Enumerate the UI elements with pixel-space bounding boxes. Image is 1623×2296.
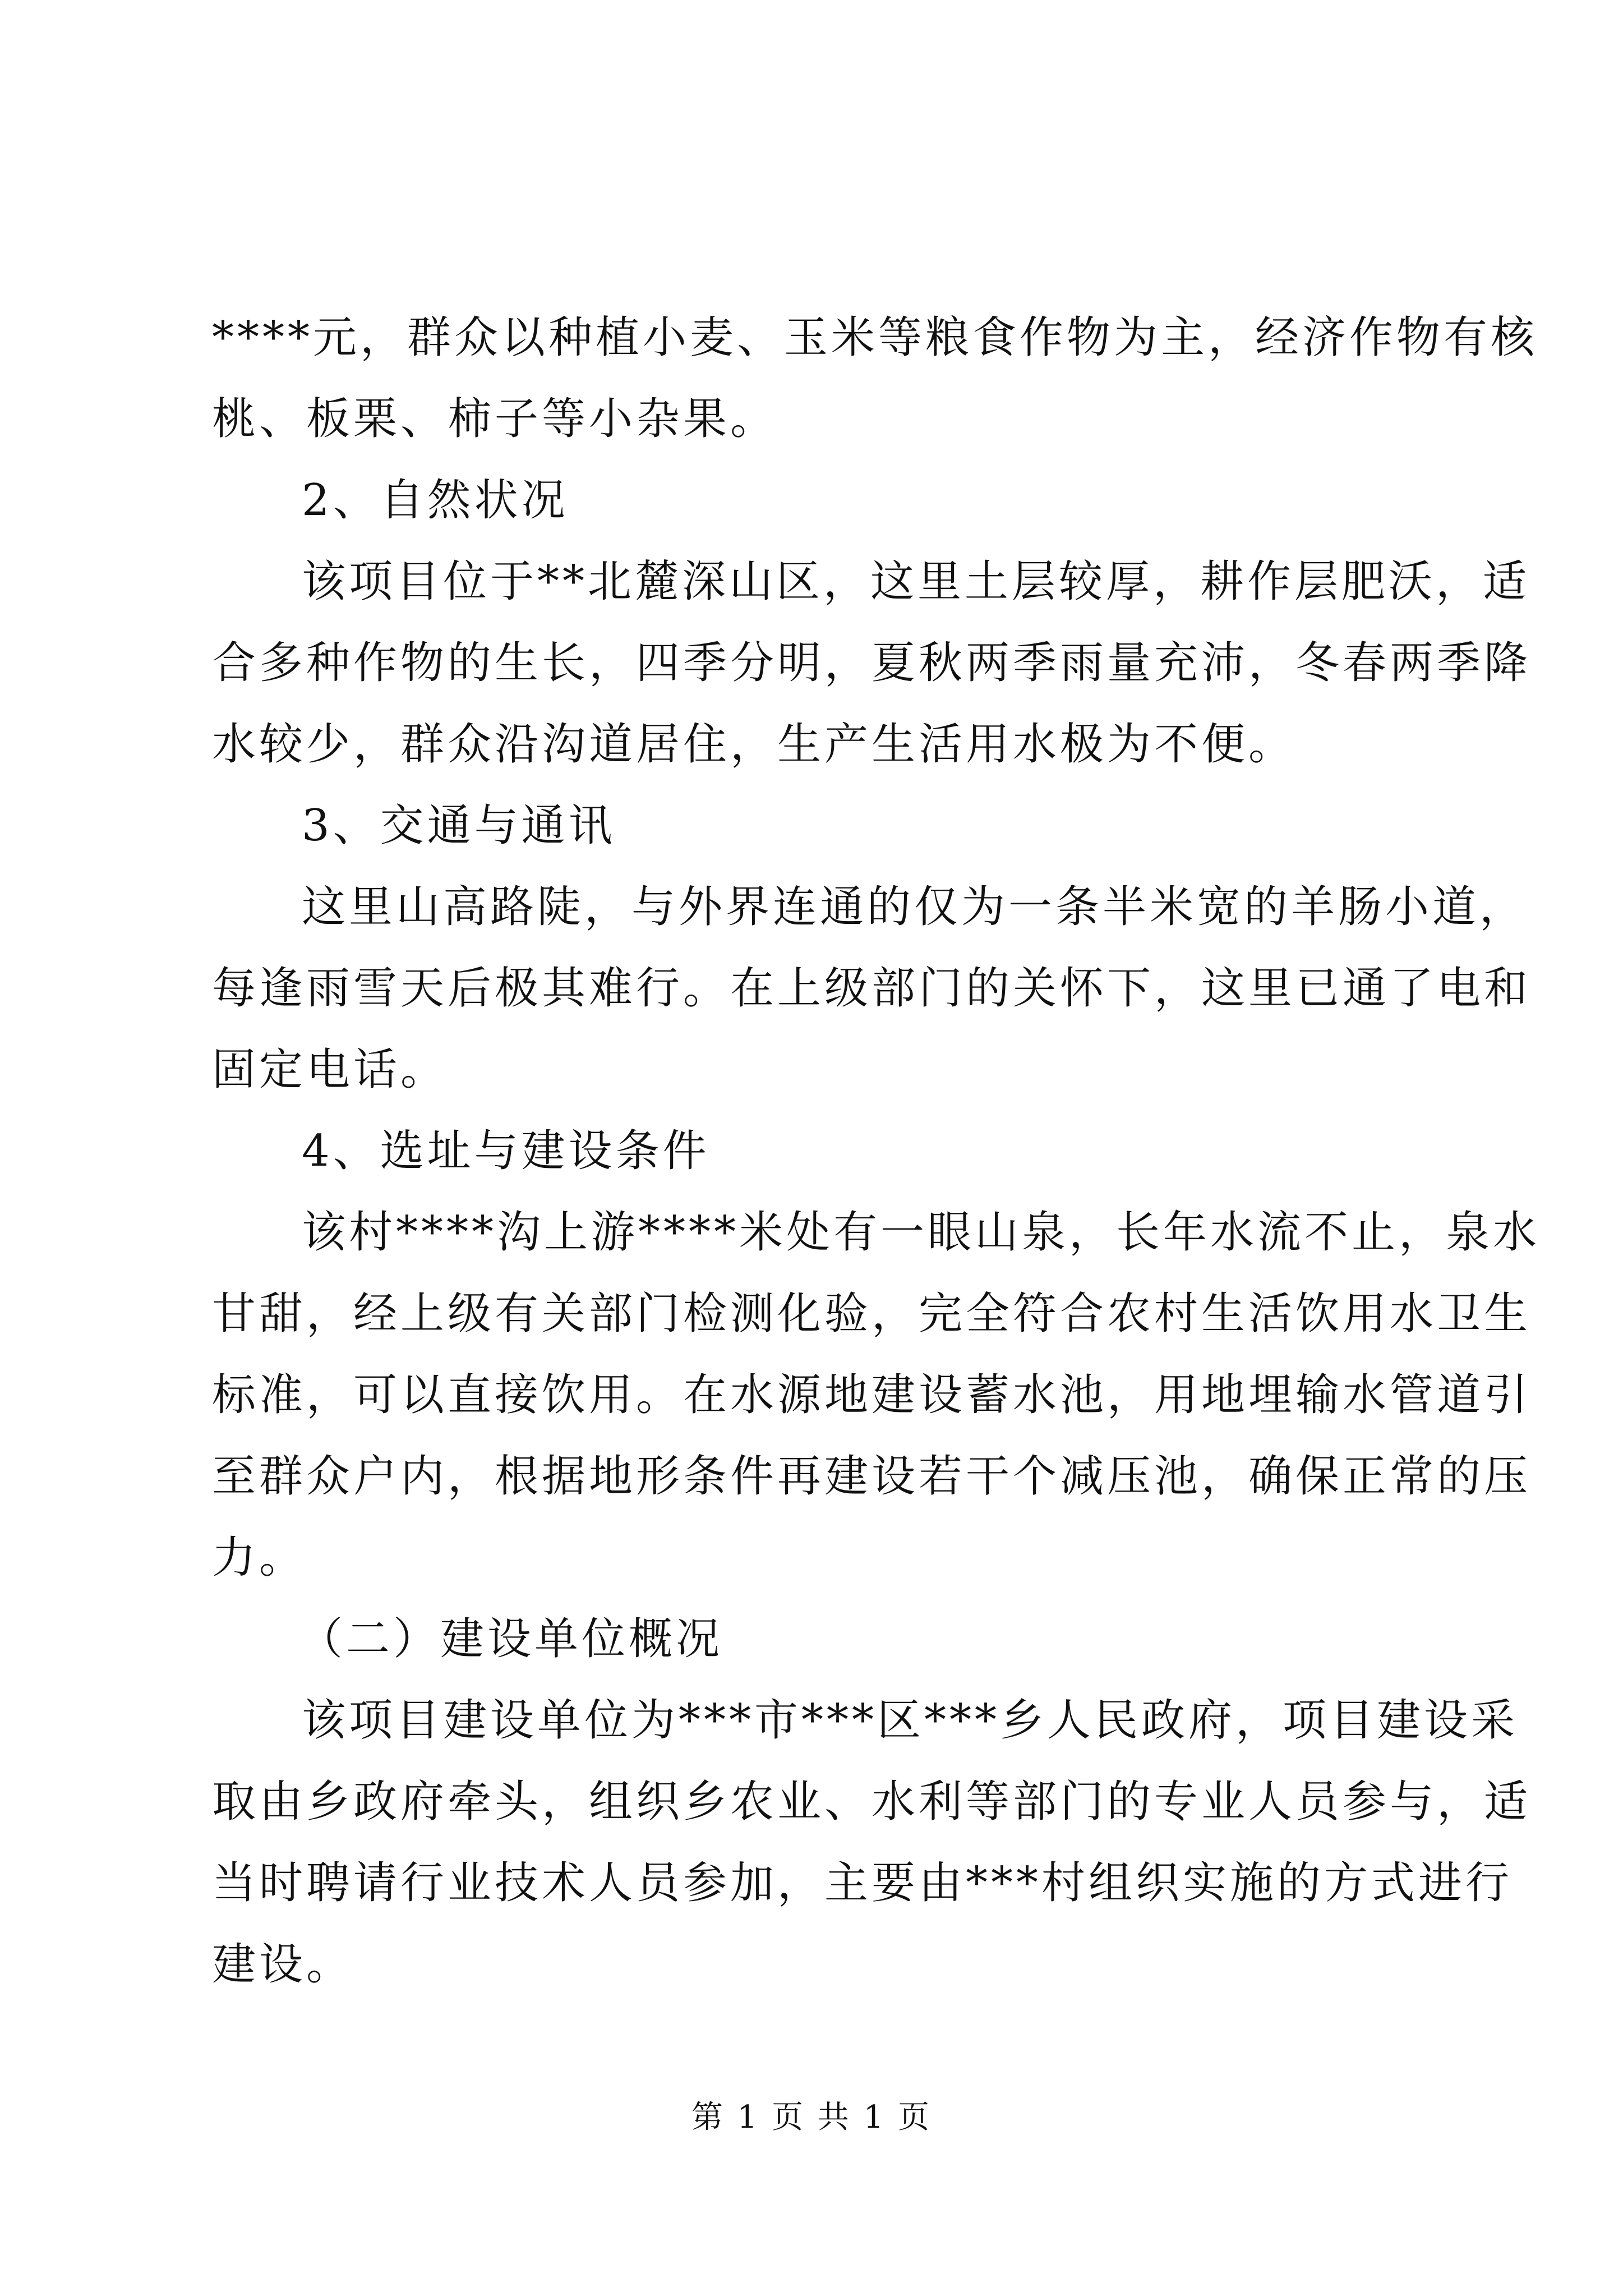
text-line: 取由乡政府牵头，组织乡农业、水利等部门的专业人员参与，适 bbox=[212, 1777, 1532, 1827]
section-heading-builder: （二）建设单位概况 bbox=[299, 1614, 723, 1664]
text-line: 合多种作物的生长，四季分明，夏秋两季雨量充沛，冬春两季降 bbox=[212, 638, 1532, 688]
text-line: 固定电话。 bbox=[212, 1045, 448, 1095]
text-line: 该村****沟上游****米处有一眼山泉，长年水流不止，泉水 bbox=[302, 1207, 1541, 1258]
document-body bbox=[212, 297, 1541, 2005]
text-line: 该项目建设单位为***市***区***乡人民政府，项目建设采 bbox=[302, 1695, 1519, 1746]
text-line: 甘甜，经上级有关部门检测化验，完全符合农村生活饮用水卫生 bbox=[212, 1289, 1532, 1339]
section-heading-transport: 3、交通与通讯 bbox=[302, 800, 616, 851]
text-line: 该项目位于**北麓深山区，这里土层较厚，耕作层肥沃，适 bbox=[302, 556, 1530, 607]
text-line: 每逢雨雪天后极其难行。在上级部门的关怀下，这里已通了电和 bbox=[212, 963, 1532, 1014]
text-line: 标准，可以直接饮用。在水源地建设蓄水池，用地埋输水管道引 bbox=[212, 1370, 1532, 1420]
section-heading-natural: 2、自然状况 bbox=[302, 475, 569, 526]
section-heading-site: 4、选址与建设条件 bbox=[302, 1126, 710, 1176]
text-line: 至群众户内，根据地形条件再建设若干个减压池，确保正常的压 bbox=[212, 1451, 1532, 1502]
text-line: 桃、板栗、柿子等小杂果。 bbox=[212, 394, 778, 444]
text-line: 建设。 bbox=[212, 1939, 354, 1990]
text-line: 水较少，群众沿沟道居住，生产生活用水极为不便。 bbox=[212, 719, 1296, 770]
text-line: 当时聘请行业技术人员参加，主要由***村组织实施的方式进行 bbox=[212, 1858, 1513, 1908]
text-line: ****元，群众以种植小麦、玉米等粮食作物为主，经济作物有核 bbox=[212, 312, 1538, 363]
text-line: 这里山高路陡，与外界连通的仅为一条半米宽的羊肠小道， bbox=[302, 882, 1527, 932]
text-line: 力。 bbox=[212, 1533, 307, 1583]
page-footer: 第 1 页 共 1 页 bbox=[691, 2099, 932, 2136]
